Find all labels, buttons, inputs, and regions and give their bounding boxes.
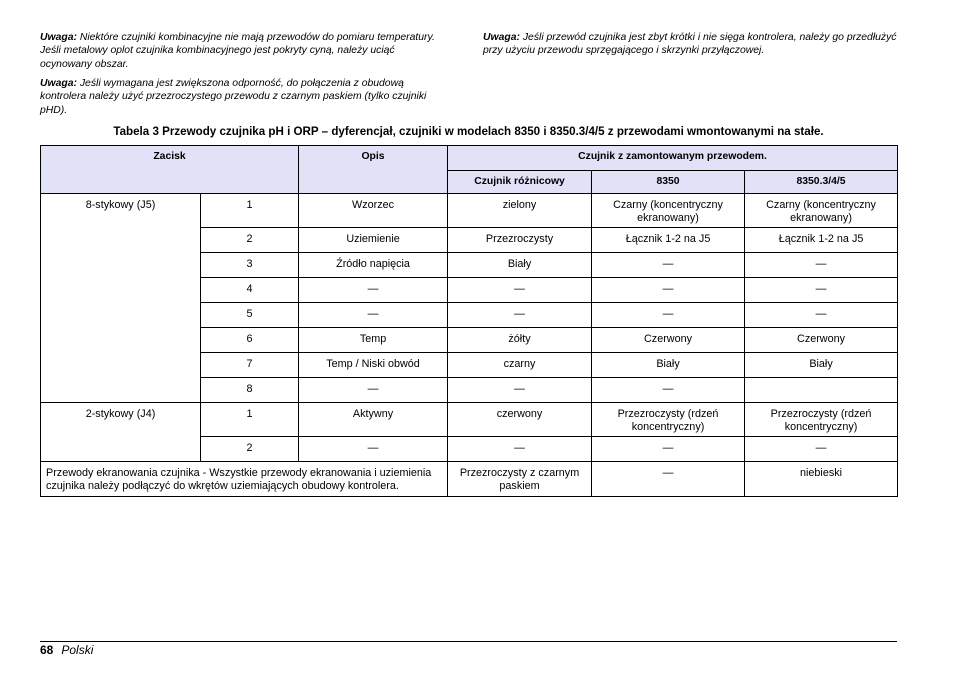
pin-cell: 7	[201, 353, 299, 378]
shield-row	[41, 462, 898, 496]
header-opis: Opis	[299, 146, 448, 194]
pin-cell: 8	[201, 378, 299, 403]
description-cell: Aktywny	[299, 403, 448, 437]
note-label: Uwaga:	[40, 32, 77, 43]
table-caption: Tabela 3 Przewody czujnika pH i ORP – dyferencjał, czujniki w modelach 8350 i 8350.3/4/5 z przewodami wmontowanymi na stałe.	[113, 125, 824, 138]
note-label: Uwaga:	[483, 32, 520, 43]
description-cell: Temp	[299, 328, 448, 353]
footer-divider	[40, 641, 897, 642]
cell-8350x: —	[745, 437, 898, 462]
pin-cell: 6	[201, 328, 299, 353]
shield-text: Przewody ekranowania czujnika - Wszystkie przewody ekranowania i uziemienia czujnika należy podłączyć do wkrętów uziemiających obudowy kontrolera.	[41, 462, 448, 496]
diff-cell: —	[448, 378, 592, 403]
cell-8350x: Przezroczysty (rdzeń koncentryczny)	[745, 403, 898, 437]
diff-cell: Biały	[448, 253, 592, 278]
cell-8350: Łącznik 1-2 na J5	[592, 228, 745, 253]
cell-8350x: —	[745, 303, 898, 328]
pin-cell: 2	[201, 228, 299, 253]
header-zacisk: Zacisk	[41, 146, 299, 194]
header-8350x: 8350.3/4/5	[745, 171, 898, 194]
description-cell: —	[299, 303, 448, 328]
diff-cell: Przezroczysty	[448, 228, 592, 253]
note-text: Niektóre czujniki kombinacyjne nie mają przewodów do pomiaru temperatury. Jeśli metalowy oplot czujnika kombinacyjnego jest pokryty cyną, należy uciąć ocynowany obszar.	[40, 32, 435, 70]
note-text: Jeśli wymagana jest zwiększona odporność, do połączenia z obudową kontrolera należy użyć przezroczystego przewodu z czarnym paskiem (tylko czujniki pHD).	[40, 78, 427, 116]
shield-8350: —	[592, 462, 745, 496]
pin-cell: 1	[201, 403, 299, 437]
description-cell: Temp / Niski obwód	[299, 353, 448, 378]
pin-cell: 3	[201, 253, 299, 278]
description-cell: Uziemienie	[299, 228, 448, 253]
page-footer	[40, 643, 93, 657]
diff-cell: zielony	[448, 194, 592, 228]
cell-8350x: Czarny (koncentryczny ekranowany)	[745, 194, 898, 228]
note-3	[483, 31, 903, 58]
cell-8350: —	[592, 253, 745, 278]
cell-8350x	[745, 378, 898, 403]
footer-language: Polski	[61, 643, 94, 657]
connector-label: 2-stykowy (J4)	[41, 403, 201, 462]
diff-cell: —	[448, 278, 592, 303]
cell-8350x: —	[745, 278, 898, 303]
cell-8350x: Czerwony	[745, 328, 898, 353]
note-2	[40, 77, 445, 117]
description-cell: —	[299, 378, 448, 403]
cell-8350x: Łącznik 1-2 na J5	[745, 228, 898, 253]
connector-label: 8-stykowy (J5)	[41, 194, 201, 403]
wiring-table	[40, 145, 898, 497]
shield-8350x: niebieski	[745, 462, 898, 496]
cell-8350: Przezroczysty (rdzeń koncentryczny)	[592, 403, 745, 437]
description-cell: Wzorzec	[299, 194, 448, 228]
diff-cell: żółty	[448, 328, 592, 353]
group-8pin	[41, 194, 898, 403]
header-diff: Czujnik różnicowy	[448, 171, 592, 194]
cell-8350: Czarny (koncentryczny ekranowany)	[592, 194, 745, 228]
note-label: Uwaga:	[40, 78, 77, 89]
note-text: Jeśli przewód czujnika jest zbyt krótki i nie sięga kontrolera, należy go przedłużyć przy użyciu przewodu sprzęgającego i skrzynki przyłączowej.	[483, 32, 897, 57]
pin-cell: 2	[201, 437, 299, 462]
description-cell: —	[299, 437, 448, 462]
shield-diff: Przezroczysty z czarnym paskiem	[448, 462, 592, 496]
cell-8350: —	[592, 378, 745, 403]
cell-8350: —	[592, 303, 745, 328]
cell-8350x: Biały	[745, 353, 898, 378]
header-8350: 8350	[592, 171, 745, 194]
group-2pin	[41, 403, 898, 462]
pin-cell: 1	[201, 194, 299, 228]
diff-cell: —	[448, 437, 592, 462]
cell-8350x: —	[745, 253, 898, 278]
diff-cell: —	[448, 303, 592, 328]
description-cell: —	[299, 278, 448, 303]
diff-cell: czarny	[448, 353, 592, 378]
diff-cell: czerwony	[448, 403, 592, 437]
cell-8350: —	[592, 278, 745, 303]
pin-cell: 5	[201, 303, 299, 328]
note-1	[40, 31, 445, 71]
page-number: 68	[40, 643, 54, 657]
description-cell: Źródło napięcia	[299, 253, 448, 278]
pin-cell: 4	[201, 278, 299, 303]
cell-8350: —	[592, 437, 745, 462]
cell-8350: Czerwony	[592, 328, 745, 353]
table-row	[41, 403, 898, 437]
cell-8350: Biały	[592, 353, 745, 378]
table-row	[41, 194, 898, 228]
header-group: Czujnik z zamontowanym przewodem.	[448, 146, 898, 171]
header-row	[41, 146, 898, 171]
